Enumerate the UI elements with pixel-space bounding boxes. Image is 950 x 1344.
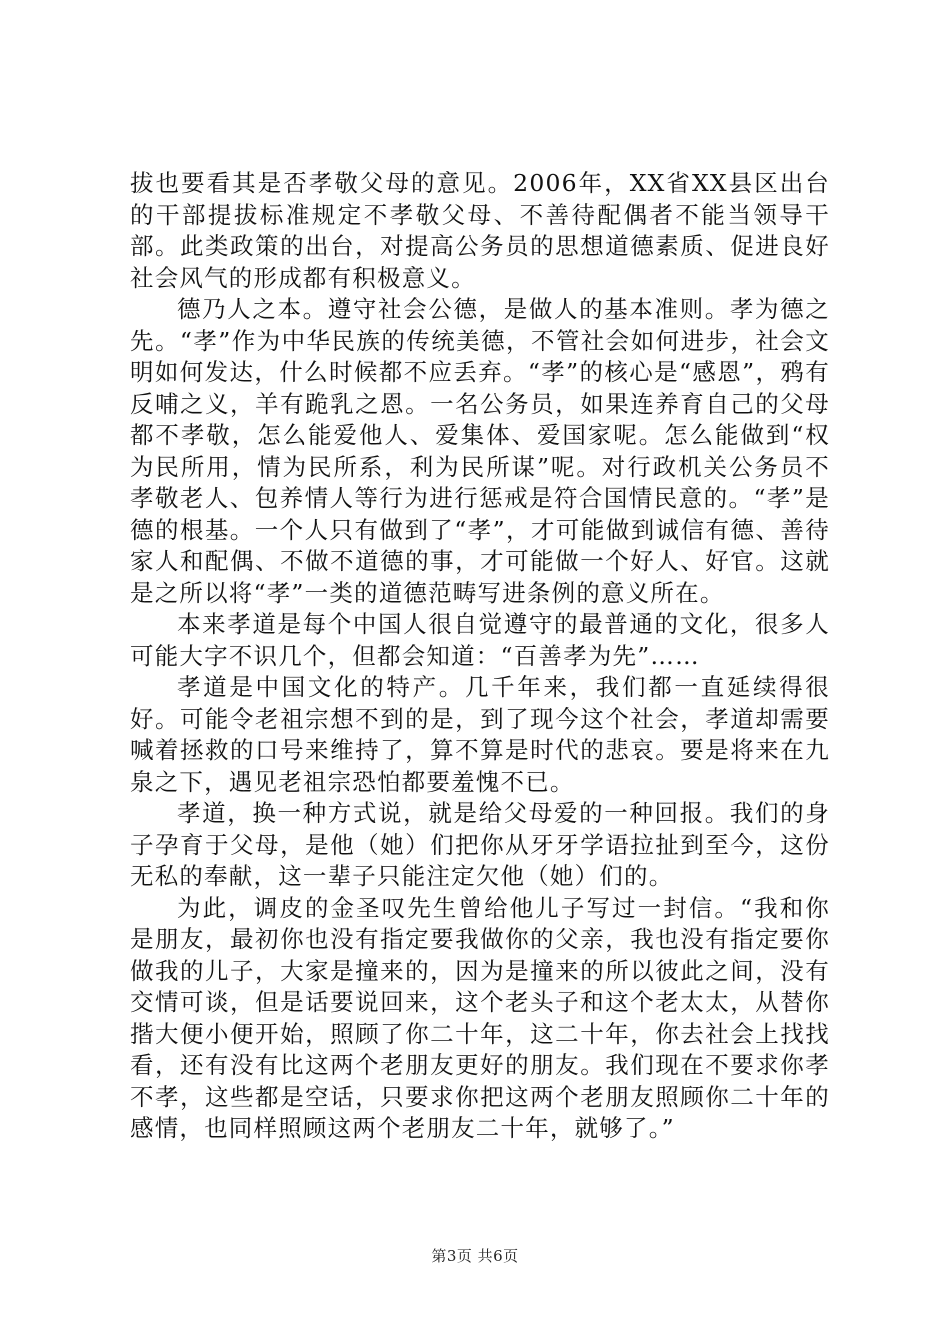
paragraph-3: 本来孝道是每个中国人很自觉遵守的最普通的文化，很多人可能大字不识几个，但都会知道：“百善孝为先”…… (130, 610, 830, 670)
page-number-footer: 第3页 共6页 (431, 1247, 519, 1265)
paragraph-1: 拔也要看其是否孝敬父母的意见。2006年，XX省XX县区出台的干部提拔标准规定不孝敬父母、不善待配偶者不能当领导干部。此类政策的出台，对提高公务员的思想道德素质、促进良好社会风气的形成都有积极意义。 (130, 169, 830, 292)
paragraph-4: 孝道是中国文化的特产。几千年来，我们都一直延续得很好。可能令老祖宗想不到的是，到了现今这个社会，孝道却需要喊着拯救的口号来维持了，算不算是时代的悲哀。要是将来在九泉之下，遇见老祖宗恐怕都要羞愧不已。 (130, 673, 830, 796)
paragraph-2: 德乃人之本。遵守社会公德，是做人的基本准则。孝为德之先。“孝”作为中华民族的传统美德，不管社会如何进步，社会文明如何发达，什么时候都不应丢弃。“孝”的核心是“感恩”，鸦有反哺之义，羊有跪乳之恩。一名公务员，如果连养育自己的父母都不孝敬，怎么能爱他人、爱集体、爱国家呢。怎么能做到“权为民所用，情为民所系，利为民所谋”呢。对行政机关公务员不孝敬老人、包养情人等行为进行惩戒是符合国情民意的。“孝”是德的根基。一个人只有做到了“孝”，才可能做到诚信有德、善待家人和配偶、不做不道德的事，才可能做一个好人、好官。这就是之所以将“孝”一类的道德范畴写进条例的意义所在。 (130, 295, 830, 607)
document-body (130, 168, 830, 1145)
paragraph-6: 为此，调皮的金圣叹先生曾给他儿子写过一封信。“我和你是朋友，最初你也没有指定要我做你的父亲，我也没有指定要你做我的儿子，大家是撞来的，因为是撞来的所以彼此之间，没有交情可谈，但是话要说回来，这个老头子和这个老太太，从替你揩大便小便开始，照顾了你二十年，这二十年，你去社会上找找看，还有没有比这两个老朋友更好的朋友。我们现在不要求你孝不孝，这些都是空话，只要求你把这两个老朋友照顾你二十年的感情，也同样照顾这两个老朋友二十年，就够了。” (130, 893, 830, 1142)
paragraph-5: 孝道，换一种方式说，就是给父母爱的一种回报。我们的身子孕育于父母，是他（她）们把你从牙牙学语拉扯到至今，这份无私的奉献，这一辈子只能注定欠他（她）们的。 (130, 799, 830, 890)
